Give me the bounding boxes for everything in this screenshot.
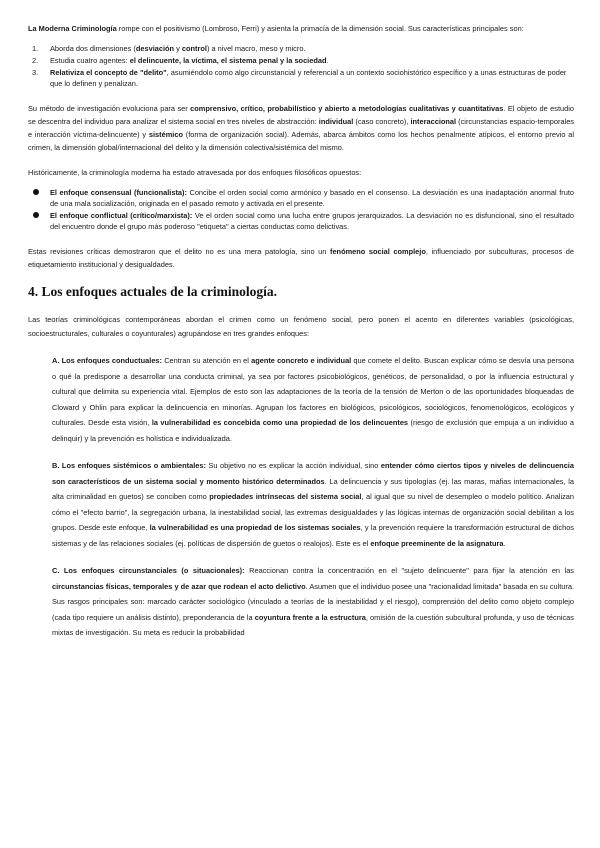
text: , influenciado por subculturas, procesos de etiquetamiento institucional y desigualdades. xyxy=(28,247,575,269)
block-a-paragraph xyxy=(52,353,574,446)
bold-text: fenómeno social complejo xyxy=(329,247,426,256)
text: (circunstancias espacio-temporales e interacción víctima-delincuente) y xyxy=(28,117,575,139)
bullet-icon xyxy=(33,189,39,195)
list-bold: Relativiza el concepto de "delito" xyxy=(50,68,167,77)
list-text: Aborda dos dimensiones ( xyxy=(50,44,136,53)
bold-text: circunstancias físicas, temporales y de azar que rodean el acto delictivo xyxy=(52,581,306,591)
method-paragraph xyxy=(28,102,574,154)
text: Su objetivo no es explicar la acción individual, sino xyxy=(205,461,381,470)
bold-text: individual xyxy=(318,117,354,126)
list-item xyxy=(28,67,574,89)
list-item xyxy=(28,210,574,232)
approaches-detail xyxy=(28,353,574,641)
history-paragraph: Históricamente, la criminología moderna ha estado atravesada por dos enfoques filosóficos opuestos: xyxy=(28,168,362,177)
list-text: Estudia cuatro agentes: xyxy=(50,56,130,65)
bold-text: propiedades intrínsecas del sistema social xyxy=(209,492,362,501)
list-number: 2. xyxy=(32,56,39,65)
text: Estas revisiones críticas demostraron que el delito no es una mera patología, sino un xyxy=(28,247,330,256)
text: . El objeto de estudio se descentra del individuo para analizar el sistema social en tres niveles de abstracción: xyxy=(28,104,574,126)
bold-text: comprensivo, crítico, probabilístico y abierto a metodologías cualitativas y cuantitativas xyxy=(190,104,504,113)
text: Centran su atención en el xyxy=(162,356,252,365)
bold-text: la vulnerabilidad es una propiedad de los sistemas sociales xyxy=(149,523,361,532)
bold-text: coyuntura frente a la estructura xyxy=(254,612,366,622)
block-a-title: A. Los enfoques conductuales: xyxy=(52,356,163,365)
text: . La delincuencia y sus tipologías (ej. las maras, mafias internacionales, la alta criminalidad en guetos) se conciben como xyxy=(52,476,574,501)
intro-paragraph xyxy=(28,22,574,35)
bold-text: interaccional xyxy=(410,117,457,126)
block-b-paragraph xyxy=(52,458,574,551)
text: Reaccionan contra la concentración en el "sujeto delincuente" para fijar la atención en las xyxy=(244,566,575,575)
text: , al igual que su nivel de desempleo o modelo político. Analizan cómo el "efecto barrio", la segregación urbana, la inestabilidad social, las extremas desigualdades y las lógicas internas de organización social debilitan a los grupos. Desde este enfoque, xyxy=(52,492,575,532)
section-intro-paragraph: Las teorías criminológicas contemporáneas abordan el crimen como un fenómeno social, pero ponen el acento en diferentes variables (psicológicas, socioestructurales, culturales o coyunturales) agrupándose en tres grandes enfoques: xyxy=(28,315,574,338)
bold-text: sistémico xyxy=(148,130,183,139)
characteristics-list xyxy=(28,43,574,89)
bold-text: la vulnerabilidad es concebida como una propiedad de los delincuentes xyxy=(151,418,409,427)
bullet-icon xyxy=(33,212,39,218)
list-item xyxy=(28,55,574,66)
list-item xyxy=(28,43,574,54)
list-text: , asumiéndolo como algo circunstancial y referencial a un contexto sociohistórico específico y a unas estructuras de poder que lo definen y penalizan. xyxy=(50,68,567,88)
bold-text: agente concreto e individual xyxy=(251,356,352,365)
text: . Asumen que el individuo posee una "racionalidad limitada" basada en su cultura. Sus rasgos principales son: marcado carácter sociológico (vinculado a teorías de la inestabilidad y el riesgo), comprensión del delito como objeto complejo (cada tipo requiere un análisis distinto), preponderancia de la xyxy=(52,581,575,622)
intro-text: rompe con el positivismo (Lombroso, Ferri) y asienta la primacía de la dimensión social. Sus características principales son: xyxy=(116,24,524,33)
list-bold: el delincuente, la víctima, el sistema penal y la sociedad xyxy=(129,56,327,65)
block-c-title: C. Los enfoques circunstanciales (o situacionales): xyxy=(52,566,245,575)
text: , omisión de la cuestión subcultural profunda, y uso de técnicas mixtas de investigación. Su meta es reducir la probabilidad xyxy=(52,612,574,637)
list-text: y xyxy=(174,44,182,53)
bold-text: enfoque preeminente de la asignatura xyxy=(370,538,504,548)
block-c-paragraph xyxy=(52,563,574,641)
list-number: 3. xyxy=(32,68,39,77)
section-heading: 4. Los enfoques actuales de la criminología. xyxy=(28,284,277,299)
list-bold: desviación xyxy=(135,44,175,53)
text: (riesgo de exclusión que empuja a un individuo a delinquir) y la prevención es holística e individualizada. xyxy=(52,418,574,443)
intro-bold-title: La Moderna Criminología xyxy=(28,24,117,33)
list-number: 1. xyxy=(32,44,39,53)
document-page xyxy=(28,22,574,641)
text: . xyxy=(503,538,506,548)
text: (caso concreto), xyxy=(353,117,411,126)
text: Ve el orden social como una lucha entre grupos jerarquizados. La desviación no es disfuncional, sino el resultado del encuentro donde el grupo más poderoso "etiqueta" a ciertas conductas como delictivas. xyxy=(50,211,575,231)
bold-text: entender cómo ciertos tipos y niveles de delincuencia son característicos de un sistema social y momento histórico determinados xyxy=(52,461,574,486)
bold-text: El enfoque consensual (funcionalista): xyxy=(50,188,187,197)
text: , y la prevención requiere la transformación estructural de dichos sistemas y de las relaciones sociales (ej. políticas de dispersión de guetos o realojos). Este es el xyxy=(52,523,574,548)
list-text: ) a nivel macro, meso y micro. xyxy=(206,44,306,53)
revisions-paragraph xyxy=(28,245,574,271)
list-text: . xyxy=(326,56,329,65)
list-item xyxy=(28,187,574,209)
text: Concibe el orden social como armónico y basado en el consenso. La desviación es una inadaptación anormal fruto de una mala socialización, originada en el pasado remoto y activada en el presente. xyxy=(50,188,574,208)
approaches-list xyxy=(28,187,574,232)
block-b-title: B. Los enfoques sistémicos o ambientales: xyxy=(52,461,206,470)
text: (forma de organización social). Además, abarca ámbitos como los hechos penalmente atípicos, el entorno previo al crimen, la dimensión global/internacional del delito y la dimensión colectiva/sistémica del mismo. xyxy=(28,130,574,152)
text: Su método de investigación evoluciona para ser xyxy=(28,104,191,113)
text: que comete el delito. Buscan explicar cómo se desvía una persona o qué la predispone a desarrollar una conducta criminal, ya sea por factores psicobiológicos, genéticos, de personalidad, o por la influencia estructural y cultural que delimita su experiencia vital. Ejemplos de esto son las adaptaciones de la teoría de la tensión de Merton o de las oportunidades bloqueadas de Cloward y Ohlin para explicar la delincuencia en minorías. Agrupan los factores en biológicos, psicológicos, sociológicos, fenomenológicos, ecológicos y culturales. Desde esta visión, xyxy=(52,356,574,427)
list-bold: control xyxy=(181,44,207,53)
bold-text: El enfoque conflictual (crítico/marxista): xyxy=(50,211,193,220)
